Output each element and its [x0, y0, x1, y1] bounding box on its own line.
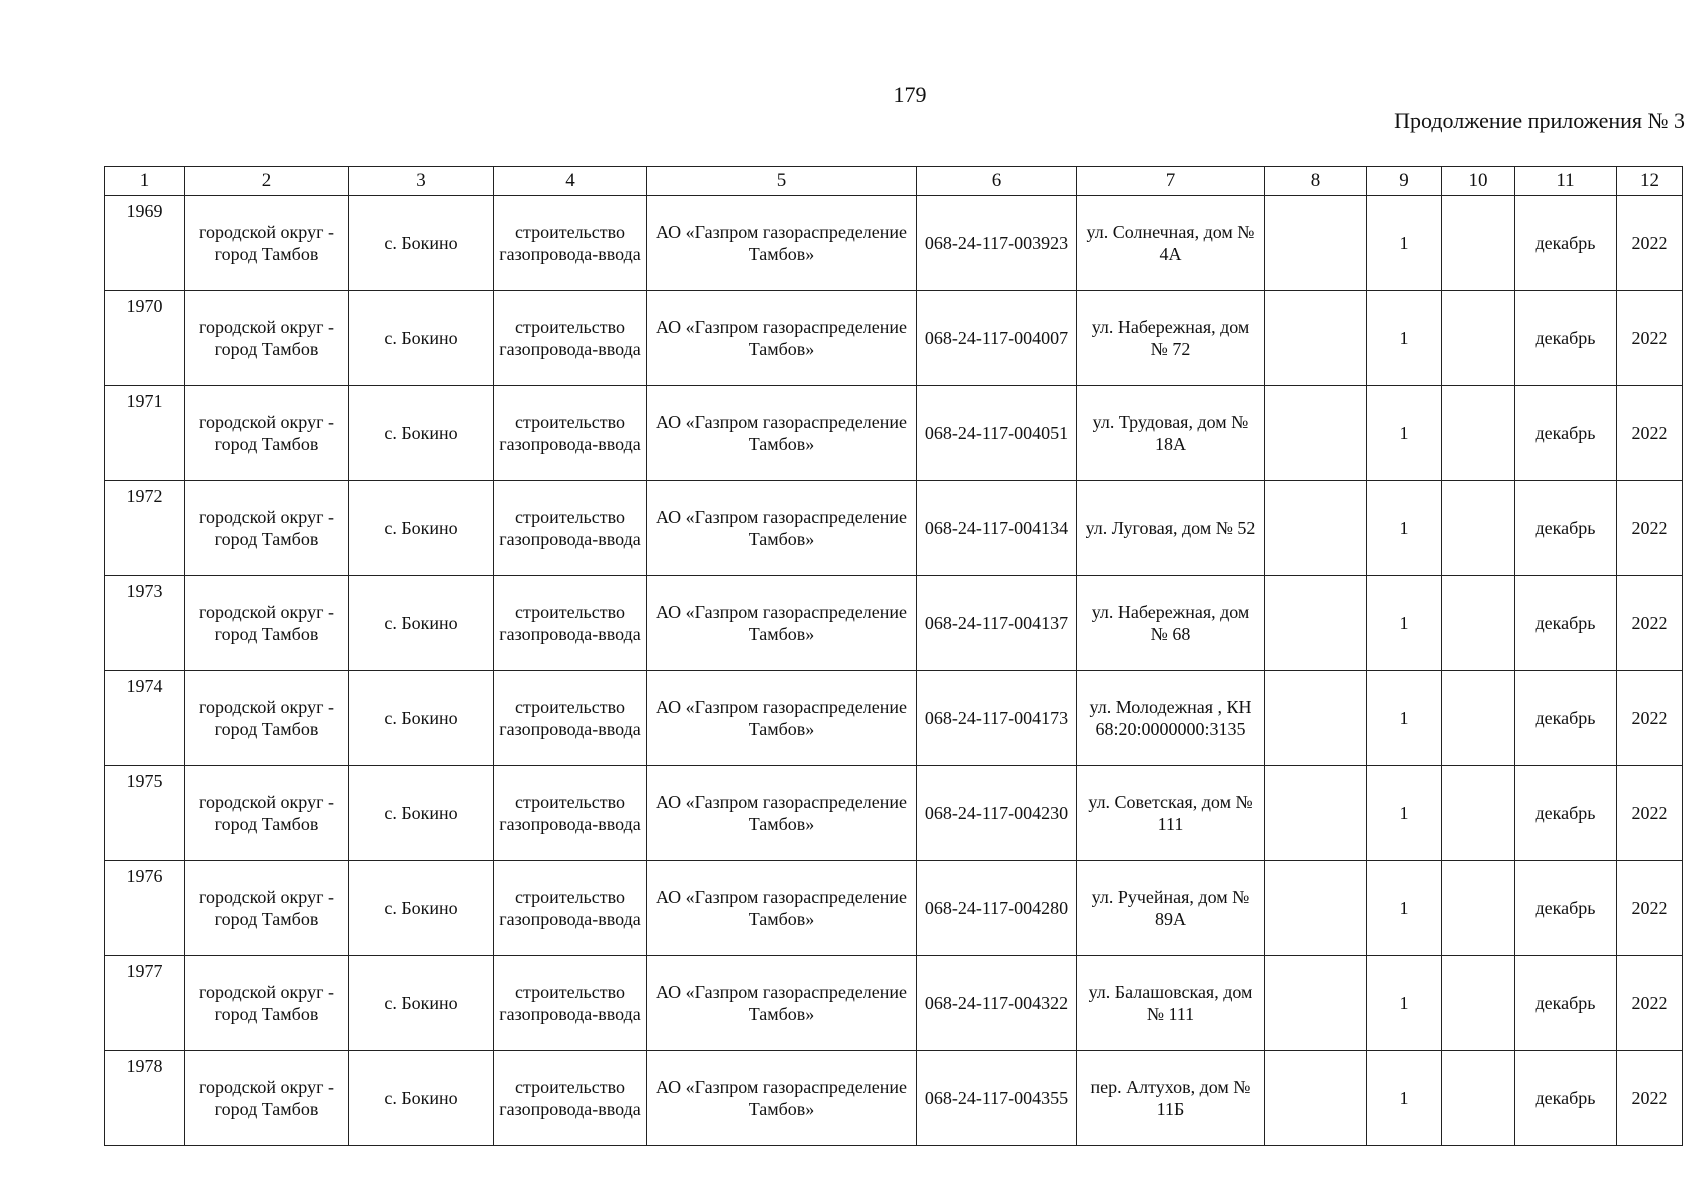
column-8-cell [1265, 386, 1367, 481]
organization-cell: АО «Газпром газораспределение Тамбов» [647, 766, 917, 861]
organization-cell: АО «Газпром газораспределение Тамбов» [647, 196, 917, 291]
object-code-cell: 068-24-117-004134 [917, 481, 1077, 576]
column-8-cell [1265, 956, 1367, 1051]
district-cell: городской округ - город Тамбов [185, 1051, 349, 1146]
month-cell: декабрь [1515, 386, 1617, 481]
column-10-cell [1442, 576, 1515, 671]
quantity-cell: 1 [1367, 766, 1442, 861]
work-type-cell: строительство газопровода-ввода [494, 291, 647, 386]
row-number: 1978 [105, 1051, 185, 1146]
column-header: 1 [105, 167, 185, 196]
organization-cell: АО «Газпром газораспределение Тамбов» [647, 481, 917, 576]
column-header: 11 [1515, 167, 1617, 196]
column-8-cell [1265, 481, 1367, 576]
month-cell: декабрь [1515, 576, 1617, 671]
row-number: 1977 [105, 956, 185, 1051]
month-cell: декабрь [1515, 1051, 1617, 1146]
quantity-cell: 1 [1367, 861, 1442, 956]
object-code-cell: 068-24-117-004007 [917, 291, 1077, 386]
locality-cell: с. Бокино [349, 956, 494, 1051]
row-number: 1973 [105, 576, 185, 671]
column-10-cell [1442, 861, 1515, 956]
table-row [105, 386, 1683, 481]
column-header: 2 [185, 167, 349, 196]
organization-cell: АО «Газпром газораспределение Тамбов» [647, 291, 917, 386]
address-cell: ул. Солнечная, дом № 4А [1077, 196, 1265, 291]
district-cell: городской округ - город Тамбов [185, 196, 349, 291]
locality-cell: с. Бокино [349, 766, 494, 861]
column-header: 5 [647, 167, 917, 196]
column-8-cell [1265, 291, 1367, 386]
year-cell: 2022 [1617, 956, 1683, 1051]
month-cell: декабрь [1515, 671, 1617, 766]
row-number: 1976 [105, 861, 185, 956]
column-8-cell [1265, 861, 1367, 956]
quantity-cell: 1 [1367, 291, 1442, 386]
work-type-cell: строительство газопровода-ввода [494, 956, 647, 1051]
column-10-cell [1442, 481, 1515, 576]
column-8-cell [1265, 196, 1367, 291]
column-header: 6 [917, 167, 1077, 196]
header-row [105, 167, 1683, 196]
work-type-cell: строительство газопровода-ввода [494, 576, 647, 671]
year-cell: 2022 [1617, 196, 1683, 291]
table-body [105, 196, 1683, 1146]
year-cell: 2022 [1617, 291, 1683, 386]
address-cell: ул. Балашовская, дом № 111 [1077, 956, 1265, 1051]
quantity-cell: 1 [1367, 386, 1442, 481]
object-code-cell: 068-24-117-004322 [917, 956, 1077, 1051]
column-10-cell [1442, 766, 1515, 861]
month-cell: декабрь [1515, 956, 1617, 1051]
district-cell: городской округ - город Тамбов [185, 576, 349, 671]
table-row [105, 481, 1683, 576]
table-row [105, 861, 1683, 956]
registry-table [104, 166, 1683, 1146]
district-cell: городской округ - город Тамбов [185, 861, 349, 956]
quantity-cell: 1 [1367, 196, 1442, 291]
column-10-cell [1442, 386, 1515, 481]
organization-cell: АО «Газпром газораспределение Тамбов» [647, 576, 917, 671]
table-row [105, 291, 1683, 386]
month-cell: декабрь [1515, 861, 1617, 956]
month-cell: декабрь [1515, 291, 1617, 386]
organization-cell: АО «Газпром газораспределение Тамбов» [647, 671, 917, 766]
page-number: 179 [893, 82, 927, 107]
column-8-cell [1265, 576, 1367, 671]
continuation-label: Продолжение приложения № 3 [1394, 108, 1685, 133]
year-cell: 2022 [1617, 1051, 1683, 1146]
quantity-cell: 1 [1367, 481, 1442, 576]
column-header: 8 [1265, 167, 1367, 196]
column-header: 3 [349, 167, 494, 196]
row-number: 1969 [105, 196, 185, 291]
year-cell: 2022 [1617, 576, 1683, 671]
address-cell: ул. Трудовая, дом № 18А [1077, 386, 1265, 481]
work-type-cell: строительство газопровода-ввода [494, 196, 647, 291]
column-header: 9 [1367, 167, 1442, 196]
year-cell: 2022 [1617, 481, 1683, 576]
locality-cell: с. Бокино [349, 1051, 494, 1146]
object-code-cell: 068-24-117-003923 [917, 196, 1077, 291]
address-cell: ул. Ручейная, дом № 89А [1077, 861, 1265, 956]
address-cell: ул. Набережная, дом № 68 [1077, 576, 1265, 671]
column-10-cell [1442, 291, 1515, 386]
district-cell: городской округ - город Тамбов [185, 956, 349, 1051]
column-header: 12 [1617, 167, 1683, 196]
column-8-cell [1265, 671, 1367, 766]
address-cell: ул. Советская, дом № 111 [1077, 766, 1265, 861]
column-10-cell [1442, 196, 1515, 291]
year-cell: 2022 [1617, 671, 1683, 766]
month-cell: декабрь [1515, 481, 1617, 576]
row-number: 1971 [105, 386, 185, 481]
row-number: 1974 [105, 671, 185, 766]
district-cell: городской округ - город Тамбов [185, 766, 349, 861]
column-10-cell [1442, 671, 1515, 766]
locality-cell: с. Бокино [349, 196, 494, 291]
quantity-cell: 1 [1367, 576, 1442, 671]
column-10-cell [1442, 1051, 1515, 1146]
district-cell: городской округ - город Тамбов [185, 291, 349, 386]
table-row [105, 196, 1683, 291]
object-code-cell: 068-24-117-004230 [917, 766, 1077, 861]
object-code-cell: 068-24-117-004051 [917, 386, 1077, 481]
column-10-cell [1442, 956, 1515, 1051]
organization-cell: АО «Газпром газораспределение Тамбов» [647, 861, 917, 956]
column-header: 10 [1442, 167, 1515, 196]
locality-cell: с. Бокино [349, 576, 494, 671]
quantity-cell: 1 [1367, 1051, 1442, 1146]
year-cell: 2022 [1617, 386, 1683, 481]
work-type-cell: строительство газопровода-ввода [494, 386, 647, 481]
quantity-cell: 1 [1367, 956, 1442, 1051]
column-header: 7 [1077, 167, 1265, 196]
column-8-cell [1265, 766, 1367, 861]
locality-cell: с. Бокино [349, 671, 494, 766]
column-8-cell [1265, 1051, 1367, 1146]
quantity-cell: 1 [1367, 671, 1442, 766]
organization-cell: АО «Газпром газораспределение Тамбов» [647, 1051, 917, 1146]
row-number: 1970 [105, 291, 185, 386]
object-code-cell: 068-24-117-004355 [917, 1051, 1077, 1146]
address-cell: ул. Набережная, дом № 72 [1077, 291, 1265, 386]
year-cell: 2022 [1617, 766, 1683, 861]
address-cell: пер. Алтухов, дом № 11Б [1077, 1051, 1265, 1146]
work-type-cell: строительство газопровода-ввода [494, 1051, 647, 1146]
locality-cell: с. Бокино [349, 481, 494, 576]
month-cell: декабрь [1515, 196, 1617, 291]
address-cell: ул. Молодежная , КН 68:20:0000000:3135 [1077, 671, 1265, 766]
locality-cell: с. Бокино [349, 386, 494, 481]
locality-cell: с. Бокино [349, 291, 494, 386]
row-number: 1972 [105, 481, 185, 576]
column-header: 4 [494, 167, 647, 196]
row-number: 1975 [105, 766, 185, 861]
locality-cell: с. Бокино [349, 861, 494, 956]
district-cell: городской округ - город Тамбов [185, 481, 349, 576]
month-cell: декабрь [1515, 766, 1617, 861]
table-row [105, 576, 1683, 671]
year-cell: 2022 [1617, 861, 1683, 956]
object-code-cell: 068-24-117-004173 [917, 671, 1077, 766]
work-type-cell: строительство газопровода-ввода [494, 766, 647, 861]
table-row [105, 956, 1683, 1051]
work-type-cell: строительство газопровода-ввода [494, 861, 647, 956]
district-cell: городской округ - город Тамбов [185, 671, 349, 766]
organization-cell: АО «Газпром газораспределение Тамбов» [647, 956, 917, 1051]
table-row [105, 1051, 1683, 1146]
table-row [105, 671, 1683, 766]
table-row [105, 766, 1683, 861]
work-type-cell: строительство газопровода-ввода [494, 671, 647, 766]
object-code-cell: 068-24-117-004137 [917, 576, 1077, 671]
object-code-cell: 068-24-117-004280 [917, 861, 1077, 956]
address-cell: ул. Луговая, дом № 52 [1077, 481, 1265, 576]
district-cell: городской округ - город Тамбов [185, 386, 349, 481]
work-type-cell: строительство газопровода-ввода [494, 481, 647, 576]
organization-cell: АО «Газпром газораспределение Тамбов» [647, 386, 917, 481]
